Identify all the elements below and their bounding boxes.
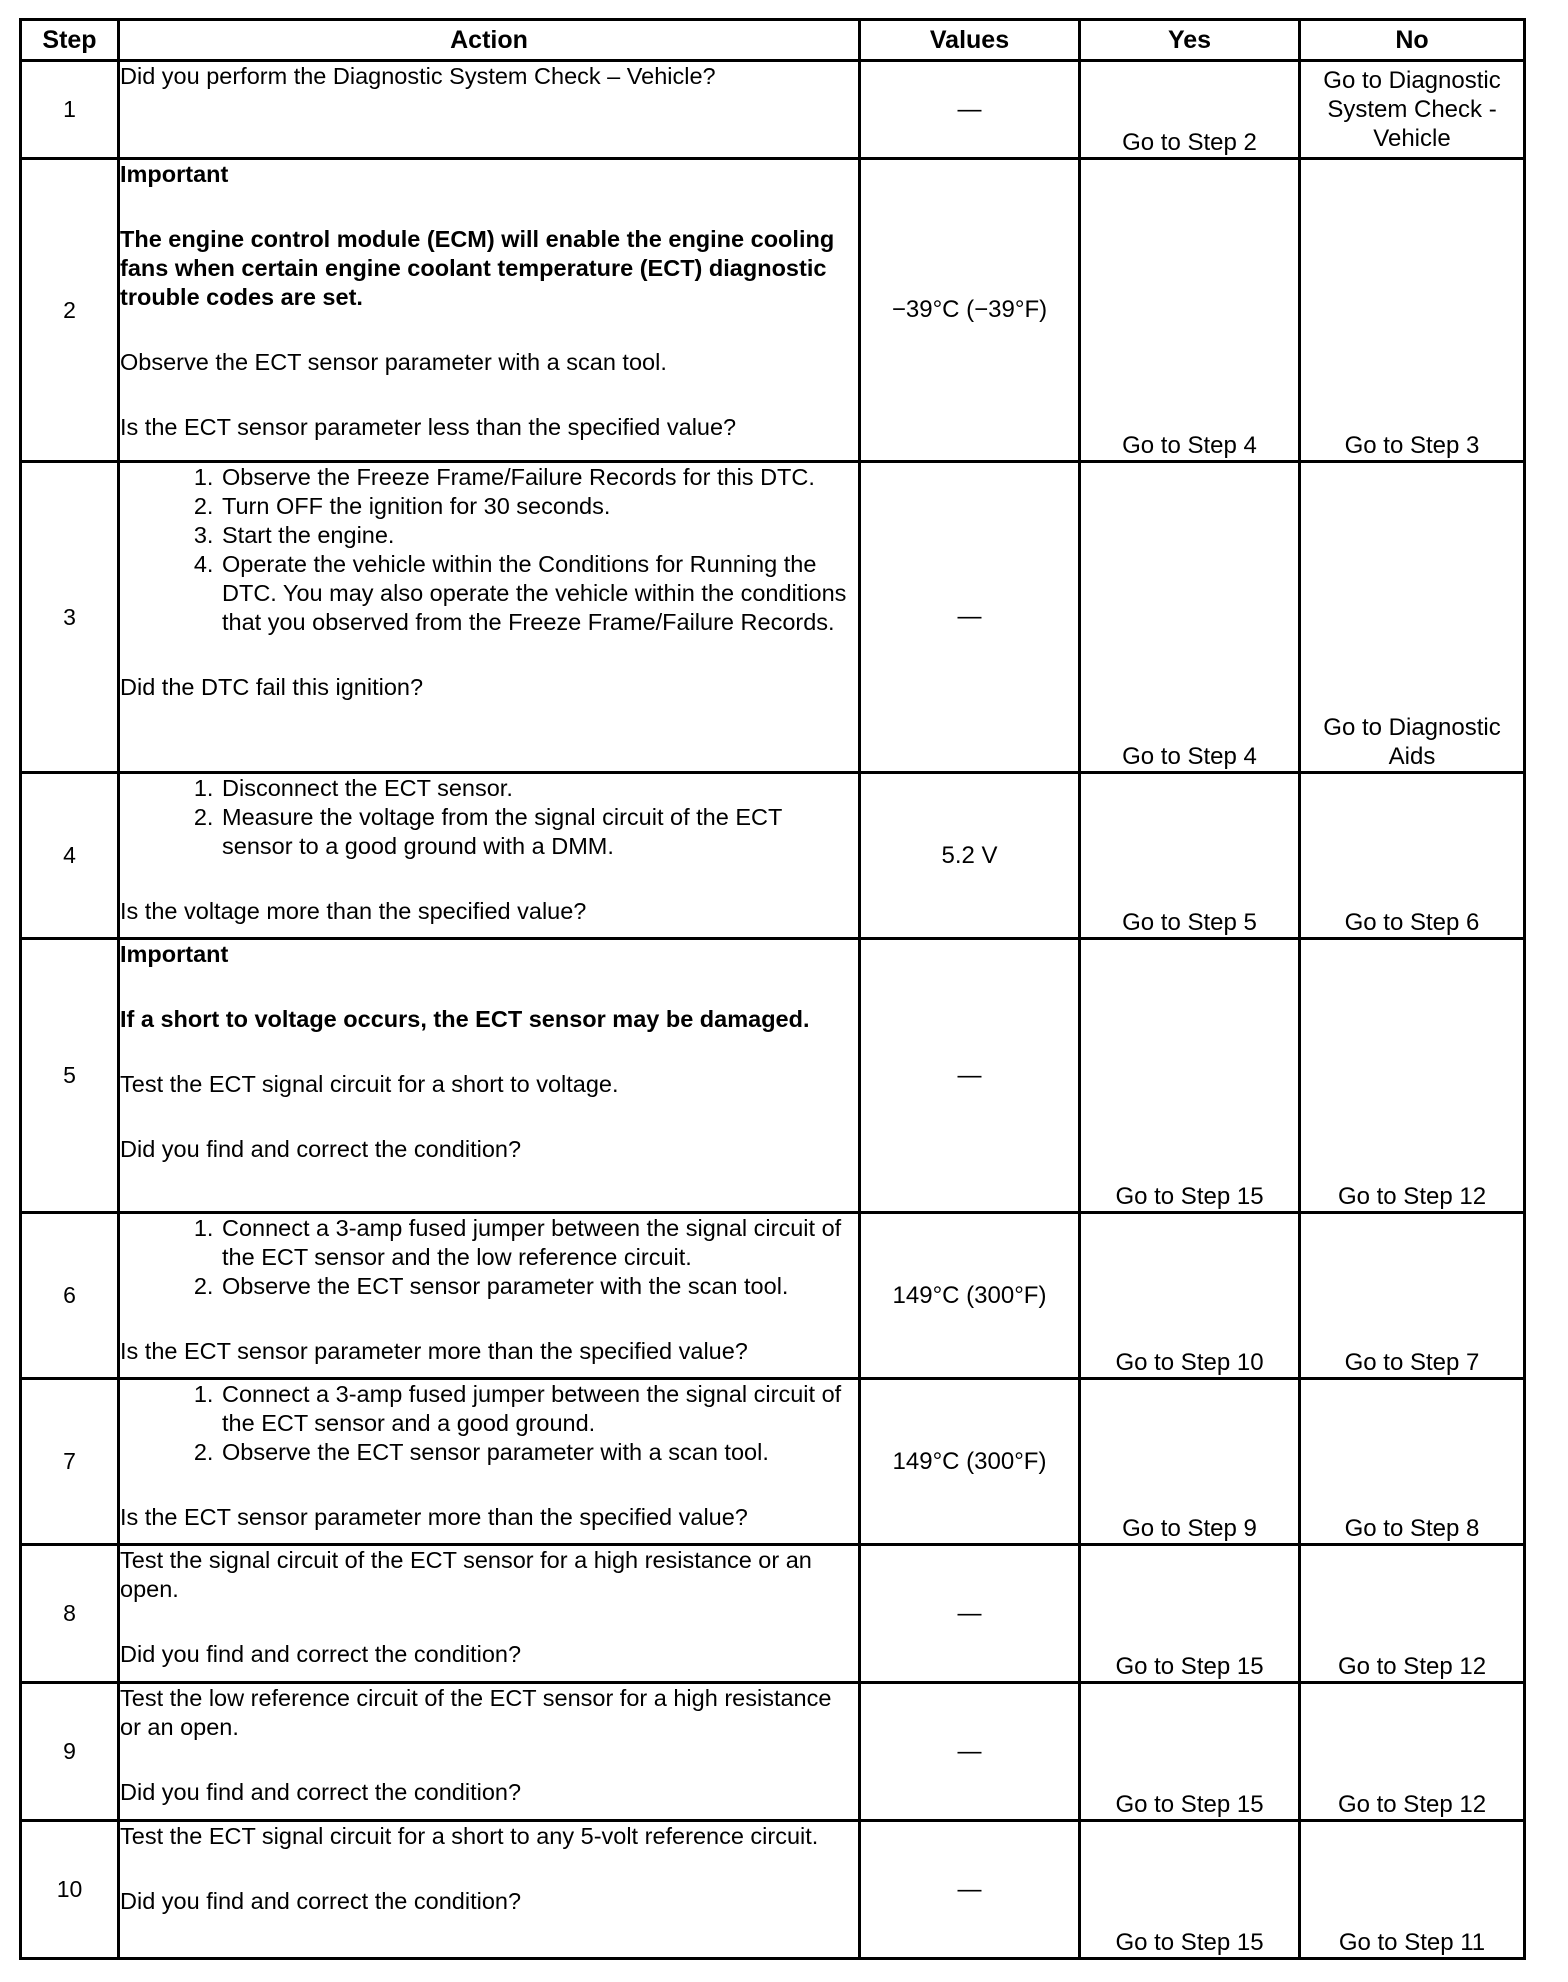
value-cell: — — [860, 1683, 1080, 1821]
procedure-step: 2. Observe the ECT sensor parameter with the scan tool. — [220, 1272, 858, 1301]
step-number: 2 — [21, 159, 119, 462]
value-cell: 149°C (300°F) — [860, 1379, 1080, 1545]
important-label: Important — [120, 161, 229, 187]
table-row — [21, 773, 1525, 939]
important-note: If a short to voltage occurs, the ECT sensor may be damaged. — [120, 1006, 810, 1032]
header-action: Action — [119, 20, 860, 61]
step-number: 6 — [21, 1213, 119, 1379]
header-values: Values — [860, 20, 1080, 61]
action-question: Did you find and correct the condition? — [120, 1779, 522, 1805]
action-cell — [119, 1545, 860, 1683]
procedure-step: 3. Start the engine. — [220, 521, 858, 550]
yes-cell: Go to Step 2 — [1080, 61, 1300, 159]
no-cell: Go to Diagnostic Aids — [1300, 462, 1525, 773]
procedure-step: 4. Operate the vehicle within the Conditions for Running the DTC. You may also operate the vehicle within the conditions that you observed from the Freeze Frame/Failure Records. — [220, 550, 858, 637]
value-cell: — — [860, 462, 1080, 773]
yes-cell: Go to Step 15 — [1080, 1545, 1300, 1683]
action-cell — [119, 939, 860, 1213]
table-row — [21, 1683, 1525, 1821]
action-question: Did you find and correct the condition? — [120, 1641, 522, 1667]
step-number: 8 — [21, 1545, 119, 1683]
yes-cell: Go to Step 4 — [1080, 159, 1300, 462]
procedure-list — [120, 774, 858, 861]
value-cell: 5.2 V — [860, 773, 1080, 939]
yes-cell: Go to Step 4 — [1080, 462, 1300, 773]
action-question: Is the ECT sensor parameter more than the specified value? — [120, 1338, 748, 1364]
procedure-list — [120, 1380, 858, 1467]
procedure-step: 2. Measure the voltage from the signal circuit of the ECT sensor to a good ground with a DMM. — [220, 803, 858, 861]
action-question: Did you perform the Diagnostic System Check – Vehicle? — [120, 63, 716, 89]
value-cell: −39°C (−39°F) — [860, 159, 1080, 462]
action-instruction: Test the low reference circuit of the ECT sensor for a high resistance or an open. — [120, 1685, 832, 1740]
table-row — [21, 159, 1525, 462]
table-row — [21, 61, 1525, 159]
action-cell — [119, 1379, 860, 1545]
step-number: 4 — [21, 773, 119, 939]
yes-cell: Go to Step 5 — [1080, 773, 1300, 939]
no-cell: Go to Step 8 — [1300, 1379, 1525, 1545]
no-cell: Go to Step 3 — [1300, 159, 1525, 462]
procedure-step: 1. Observe the Freeze Frame/Failure Records for this DTC. — [220, 463, 858, 492]
diagnostic-table — [19, 18, 1526, 1960]
table-row — [21, 1545, 1525, 1683]
action-cell — [119, 462, 860, 773]
important-note: The engine control module (ECM) will enable the engine cooling fans when certain engine coolant temperature (ECT) diagnostic trouble codes are set. — [120, 226, 835, 310]
no-cell: Go to Step 12 — [1300, 1683, 1525, 1821]
no-cell: Go to Step 11 — [1300, 1821, 1525, 1959]
procedure-list — [120, 1214, 858, 1301]
action-cell — [119, 159, 860, 462]
value-cell: 149°C (300°F) — [860, 1213, 1080, 1379]
value-cell: — — [860, 61, 1080, 159]
procedure-step: 1. Connect a 3-amp fused jumper between the signal circuit of the ECT sensor and a good ground. — [220, 1380, 858, 1438]
procedure-list — [120, 463, 858, 637]
no-cell: Go to Step 12 — [1300, 1545, 1525, 1683]
action-instruction: Test the ECT signal circuit for a short to any 5-volt reference circuit. — [120, 1823, 819, 1849]
header-no: No — [1300, 20, 1525, 61]
table-row — [21, 1379, 1525, 1545]
action-cell — [119, 61, 860, 159]
action-cell — [119, 773, 860, 939]
action-question: Did the DTC fail this ignition? — [120, 674, 424, 700]
procedure-step: 1. Connect a 3-amp fused jumper between the signal circuit of the ECT sensor and the low reference circuit. — [220, 1214, 858, 1272]
action-question: Is the ECT sensor parameter more than the specified value? — [120, 1504, 748, 1530]
yes-cell: Go to Step 15 — [1080, 1683, 1300, 1821]
procedure-step: 2. Observe the ECT sensor parameter with a scan tool. — [220, 1438, 858, 1467]
action-instruction: Test the ECT signal circuit for a short to voltage. — [120, 1071, 619, 1097]
yes-cell: Go to Step 15 — [1080, 939, 1300, 1213]
table-row — [21, 462, 1525, 773]
step-number: 1 — [21, 61, 119, 159]
header-yes: Yes — [1080, 20, 1300, 61]
table-row — [21, 939, 1525, 1213]
no-cell: Go to Diagnostic System Check - Vehicle — [1300, 61, 1525, 159]
header-row — [21, 20, 1525, 61]
action-question: Is the ECT sensor parameter less than the specified value? — [120, 414, 737, 440]
yes-cell: Go to Step 15 — [1080, 1821, 1300, 1959]
step-number: 3 — [21, 462, 119, 773]
no-cell: Go to Step 12 — [1300, 939, 1525, 1213]
action-question: Is the voltage more than the specified value? — [120, 898, 587, 924]
action-cell — [119, 1683, 860, 1821]
action-instruction: Observe the ECT sensor parameter with a scan tool. — [120, 349, 667, 375]
step-number: 7 — [21, 1379, 119, 1545]
yes-cell: Go to Step 10 — [1080, 1213, 1300, 1379]
value-cell: — — [860, 1545, 1080, 1683]
action-cell — [119, 1213, 860, 1379]
action-instruction: Test the signal circuit of the ECT sensor for a high resistance or an open. — [120, 1547, 812, 1602]
action-cell — [119, 1821, 860, 1959]
table-row — [21, 1821, 1525, 1959]
value-cell: — — [860, 939, 1080, 1213]
yes-cell: Go to Step 9 — [1080, 1379, 1300, 1545]
value-cell: — — [860, 1821, 1080, 1959]
procedure-step: 2. Turn OFF the ignition for 30 seconds. — [220, 492, 858, 521]
table-row — [21, 1213, 1525, 1379]
step-number: 10 — [21, 1821, 119, 1959]
procedure-step: 1. Disconnect the ECT sensor. — [220, 774, 858, 803]
action-question: Did you find and correct the condition? — [120, 1136, 522, 1162]
no-cell: Go to Step 6 — [1300, 773, 1525, 939]
important-label: Important — [120, 941, 229, 967]
step-number: 9 — [21, 1683, 119, 1821]
header-step: Step — [21, 20, 119, 61]
action-question: Did you find and correct the condition? — [120, 1888, 522, 1914]
no-cell: Go to Step 7 — [1300, 1213, 1525, 1379]
step-number: 5 — [21, 939, 119, 1213]
